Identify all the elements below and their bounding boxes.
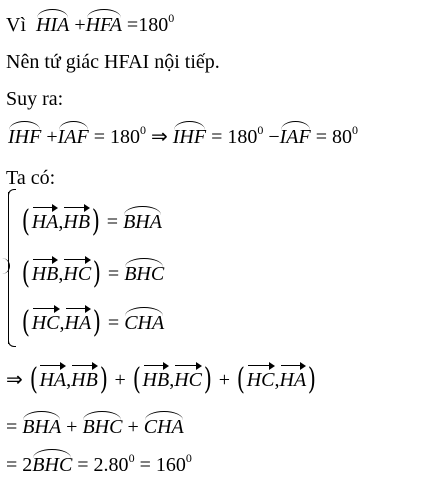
- angle-cha: CHA: [124, 306, 164, 335]
- angle-ihf-2: IHF: [173, 120, 206, 149]
- equals-180: = 180: [93, 126, 140, 148]
- plus-sign: +: [114, 369, 126, 391]
- implies-arrow: ⇒: [150, 124, 168, 148]
- vector-ha: HA: [280, 362, 307, 392]
- minus-sign: −: [268, 126, 280, 148]
- plus-sign: +: [46, 126, 58, 148]
- line-10: [6, 410, 184, 439]
- plus-sign: +: [127, 416, 139, 438]
- angle-bhc: BHC: [32, 448, 72, 477]
- suy-ra-label: Suy ra:: [6, 88, 64, 110]
- line-9: ⇒ (HA,HB) + (HB,HC) + (HC,HA): [6, 362, 317, 397]
- equals-160: = 160: [139, 454, 186, 476]
- line-4: [8, 120, 358, 149]
- equals-180: = 180: [211, 126, 258, 148]
- equals-sign: =: [107, 263, 120, 285]
- angle-cha: CHA: [144, 410, 184, 439]
- angle-hfa: HFA: [86, 8, 122, 37]
- degree-mark: 0: [139, 123, 146, 137]
- angle-iaf: IAF: [58, 120, 89, 149]
- angle-bhc: BHC: [124, 257, 164, 286]
- angle-bha: BHA: [123, 205, 162, 234]
- vector-ha: HA: [39, 362, 66, 392]
- line-5: [6, 166, 55, 190]
- equals-sign: =: [106, 211, 119, 233]
- vector-hb: HB: [143, 362, 170, 392]
- line-3: [6, 87, 63, 111]
- vi-word: Vì: [6, 14, 26, 36]
- ta-co-label: Ta có:: [6, 167, 56, 189]
- system-line-2: (HB,HC) = BHC: [21, 256, 165, 291]
- plus-sign: +: [66, 416, 78, 438]
- vector-hc: HC: [174, 362, 202, 392]
- equals-80: = 80: [315, 126, 353, 148]
- degree-mark: 0: [185, 451, 192, 465]
- degree-mark: 0: [352, 123, 359, 137]
- vector-hb: HB: [32, 256, 59, 286]
- system-line-3: (HC,HA) = CHA: [21, 305, 165, 340]
- angle-bhc: BHC: [82, 410, 122, 439]
- plus-sign: +: [74, 14, 86, 36]
- vector-hc: HC: [32, 305, 60, 335]
- statement-cyclic: Nên tứ giác HFAI nội tiếp.: [6, 51, 220, 73]
- line-2: [6, 50, 220, 74]
- vector-hb: HB: [71, 362, 98, 392]
- equals-2: = 2: [6, 454, 33, 476]
- degree-mark: 0: [128, 451, 135, 465]
- vector-hc: HC: [63, 256, 91, 286]
- equals-sign: =: [6, 416, 18, 438]
- vector-ha: HA: [65, 305, 92, 335]
- vector-ha: HA: [32, 204, 59, 234]
- vector-hc: HC: [247, 362, 275, 392]
- equals-2-times-80: = 2.80: [77, 454, 129, 476]
- angle-ihf: IHF: [8, 120, 41, 149]
- equals-sign: =: [107, 312, 120, 334]
- degree-mark: 0: [257, 123, 264, 137]
- angle-hia: HIA: [36, 8, 69, 37]
- value-180: 180: [138, 14, 169, 36]
- angle-iaf-2: IAF: [280, 120, 311, 149]
- system-line-1: (HA,HB) = BHA: [21, 204, 162, 239]
- vector-hb: HB: [63, 204, 90, 234]
- implies-arrow: ⇒: [6, 367, 23, 391]
- equals-sign: =: [126, 14, 139, 36]
- plus-sign: +: [218, 369, 231, 391]
- line-11: [6, 448, 192, 477]
- line-1: [6, 8, 174, 37]
- angle-bha: BHA: [22, 410, 61, 439]
- degree-mark: 0: [168, 11, 175, 25]
